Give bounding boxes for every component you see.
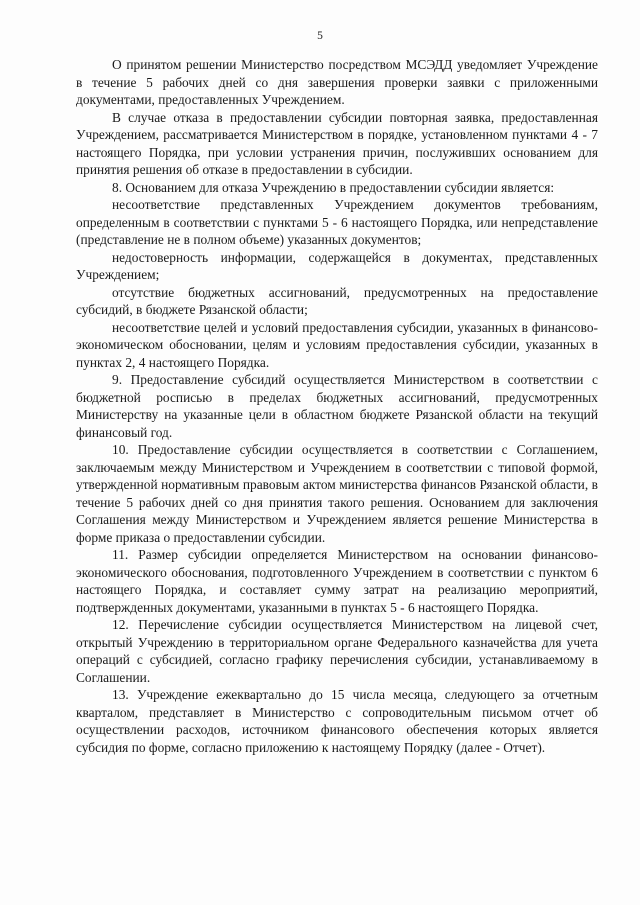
paragraph-12: 12. Перечисление субсидии осуществляется Министерством на лицевой счет, открытый Учреждению в территориальном органе Федерального казначейства для учета операций с субсидией, согласно графику перечисления субсидии, устанавливаемому в Соглашении. (76, 617, 598, 685)
paragraph-repeat-application: В случае отказа в предоставлении субсидии повторная заявка, предоставленная Учреждением, рассматривается Министерством в порядке, установленном пунктами 4 - 7 настоящего Порядка, при условии устранения причин, послуживших основанием для принятия решения об отказе в предоставлении в субсидии. (76, 109, 598, 177)
paragraph-8-item-mismatch: несоответствие целей и условий предоставления субсидии, указанных в финансово-экономическом обосновании, целям и условиям предоставления субсидии, указанных в пунктах 2, 4 настоящего Порядка. (76, 319, 598, 370)
paragraph-9: 9. Предоставление субсидий осуществляется Министерством в соответствии с бюджетной росписью в пределах бюджетных ассигнований, предусмотренных Министерству на указанные цели в областном бюджете Рязанской области на текущий финансовый год. (76, 372, 598, 440)
paragraph-8-heading: 8. Основанием для отказа Учреждению в предоставлении субсидии является: (112, 179, 555, 195)
paragraph-8-item-unreliable: недостоверность информации, содержащейся в документах, представленных Учреждением; (76, 249, 598, 282)
page-number: 5 (317, 30, 323, 42)
document-body (76, 56, 598, 756)
paragraph-13: 13. Учреждение ежеквартально до 15 числа месяца, следующего за отчетным кварталом, представляет в Министерство с сопроводительным письмом отчет об осуществлении расходов, источником финансового обеспечения которых является субсидия по форме, согласно приложению к настоящему Порядку (далее - Отчет). (76, 687, 598, 755)
paragraph-8-item-documents: несоответствие представленных Учреждением документов требованиям, определенным в соответствии с пунктами 5 - 6 настоящего Порядка, или непредставление (представление не в полном объеме) указанных документов; (76, 197, 598, 247)
paragraph-11: 11. Размер субсидии определяется Министерством на основании финансово-экономического обоснования, подготовленного Учреждением в соответствии с пунктом 6 настоящего Порядка, и составляет сумму затрат на реализацию мероприятий, подтвержденных документами, указанными в пунктах 5 - 6 настоящего Порядка. (76, 547, 598, 615)
paragraph-notification: О принятом решении Министерство посредством МСЭДД уведомляет Учреждение в течение 5 рабочих дней со дня завершения проверки заявки с приложенными документами, предоставленных Учреждением. (76, 57, 598, 107)
paragraph-10: 10. Предоставление субсидии осуществляется в соответствии с Соглашением, заключаемым между Министерством и Учреждением в соответствии с типовой формой, утвержденной нормативным правовым актом министерства финансов Рязанской области, в течение 5 рабочих дней со дня принятия такого решения. Основанием для заключения Соглашения между Министерством и Учреждением является решение Министерства в форме приказа о предоставлении субсидии. (76, 442, 598, 545)
paragraph-8-item-no-budget: отсутствие бюджетных ассигнований, предусмотренных на предоставление субсидий, в бюджете Рязанской области; (76, 284, 598, 317)
